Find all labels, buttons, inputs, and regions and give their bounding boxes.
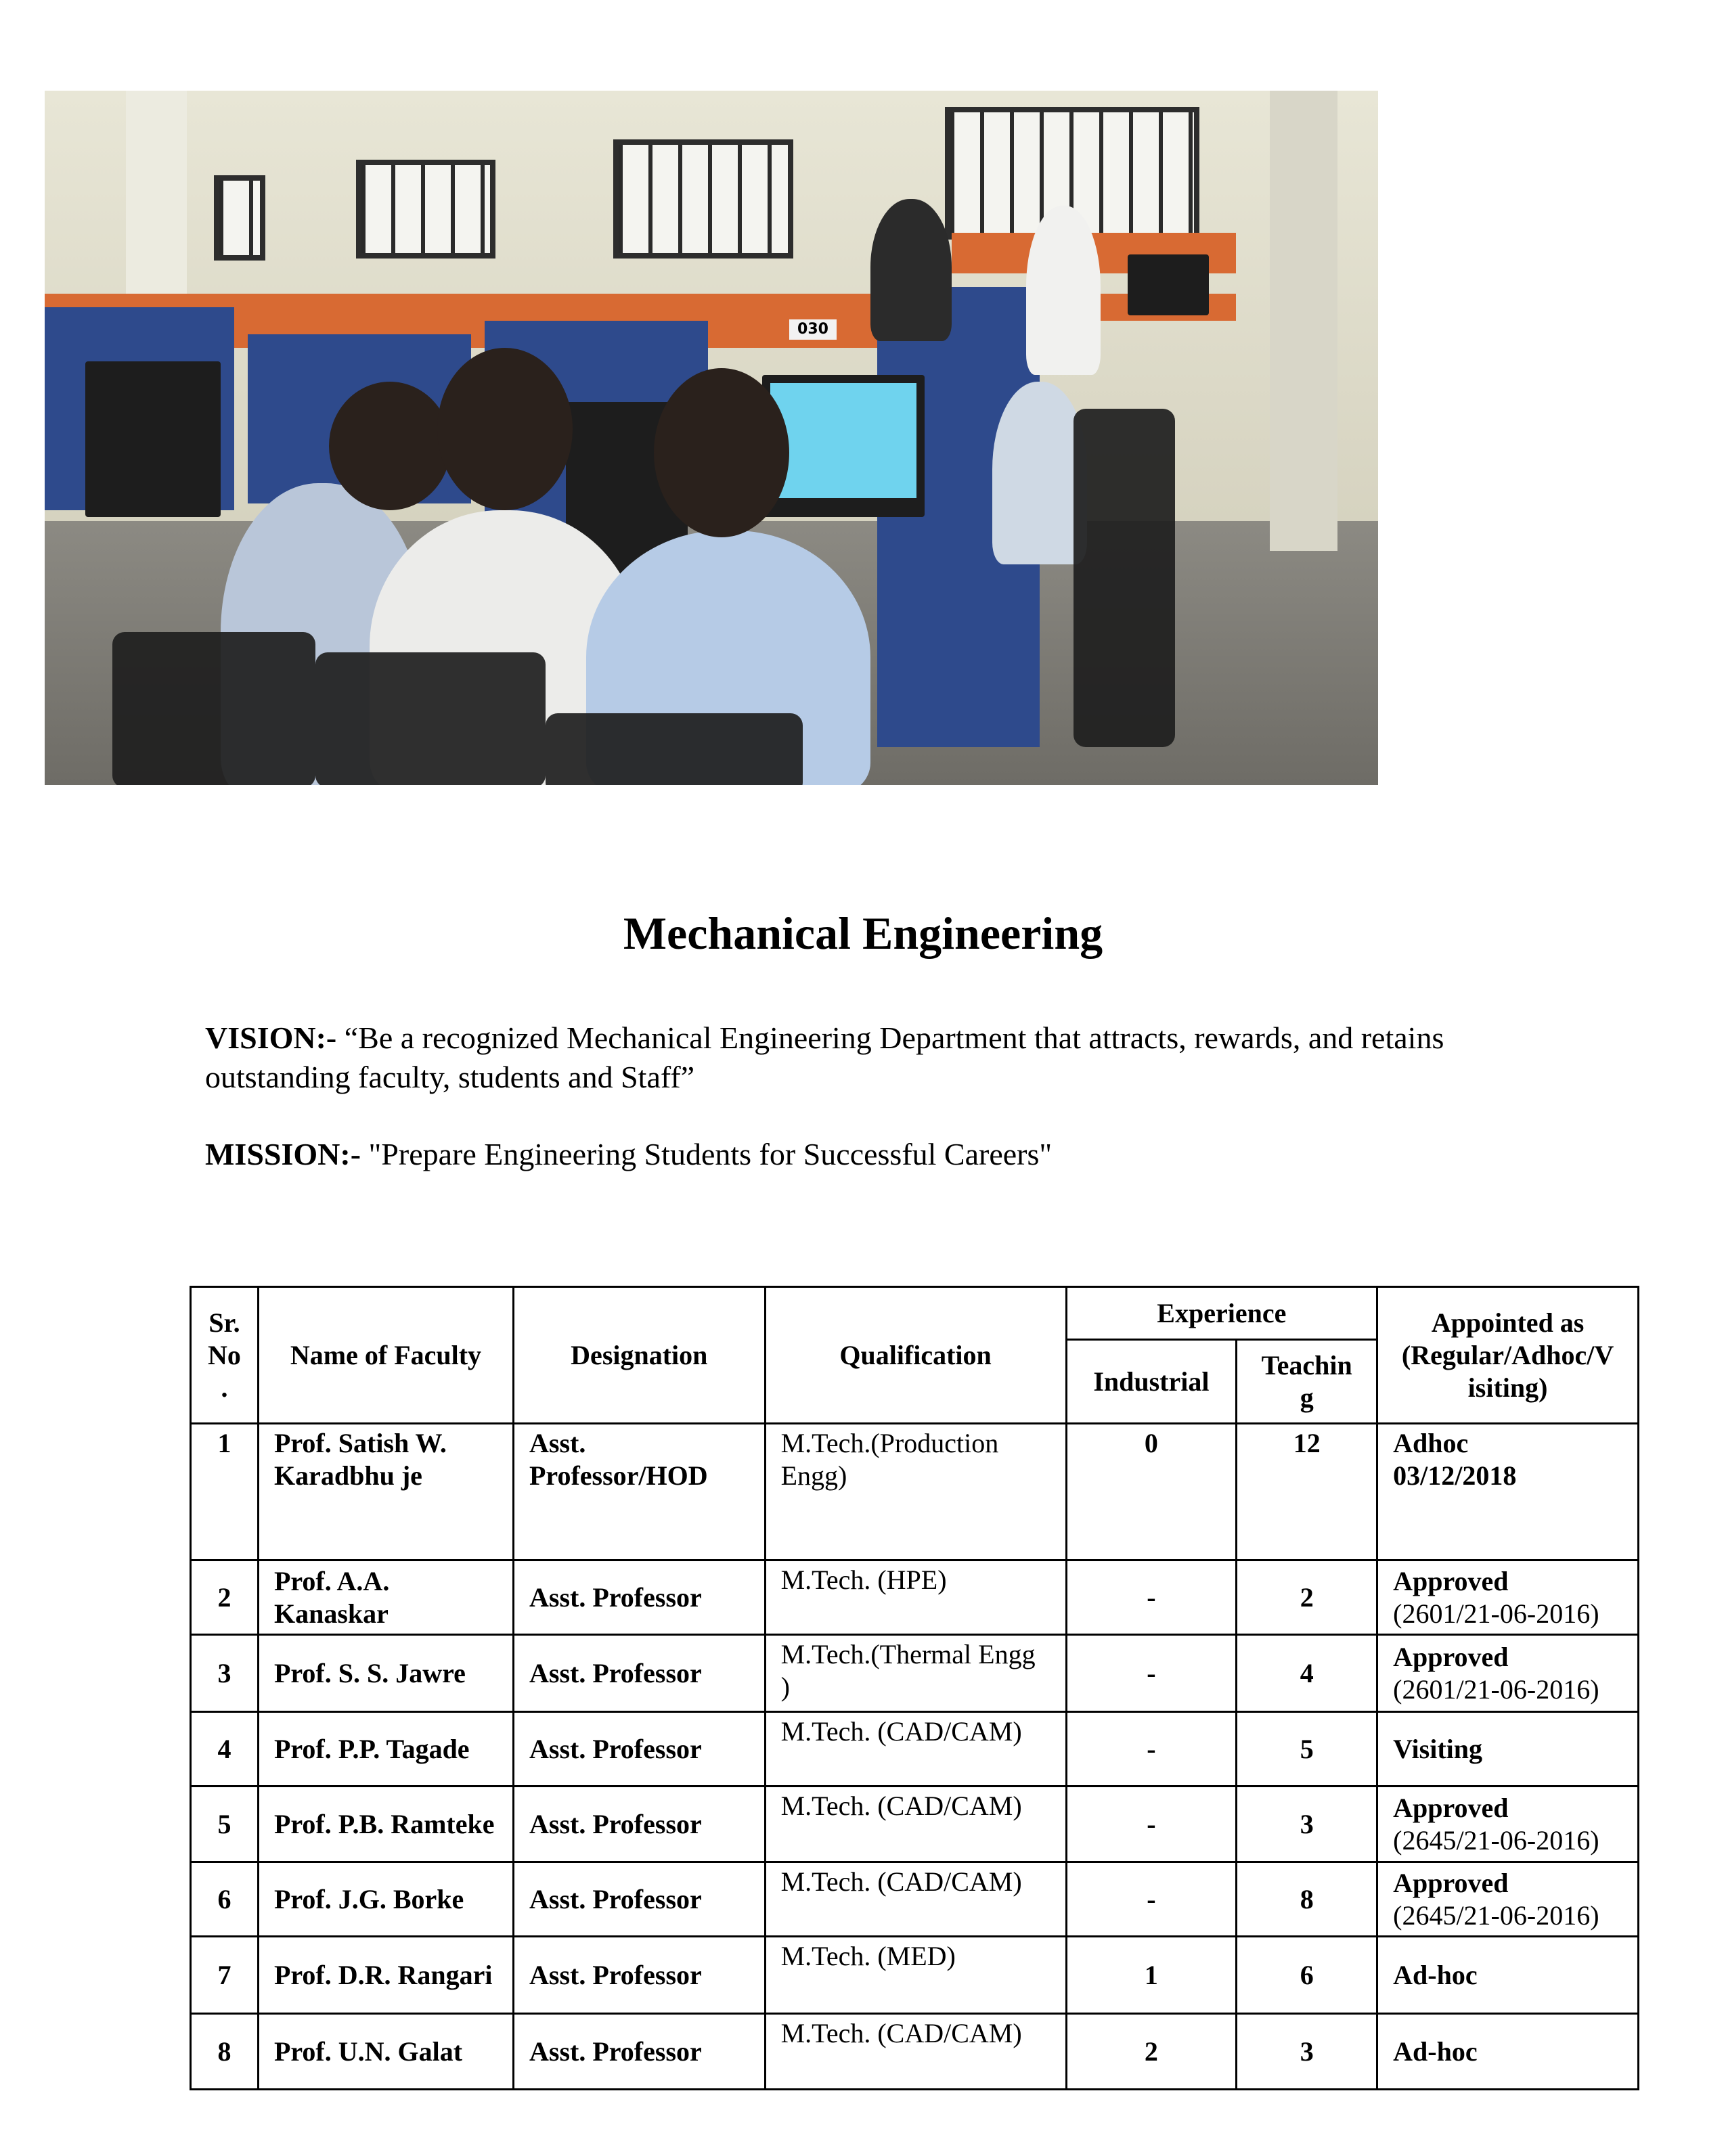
student-head: [437, 348, 573, 510]
cell-teaching: 3: [1237, 1787, 1377, 1862]
lab-pillar: [1270, 91, 1337, 551]
cell-sr-no: 2: [191, 1560, 259, 1635]
cell-qualification: M.Tech. (CAD/CAM): [765, 1787, 1066, 1862]
cell-sr-no: 3: [191, 1635, 259, 1712]
appointed-detail: (2645/21-06-2016): [1393, 1900, 1599, 1931]
header-designation: Designation: [514, 1287, 766, 1424]
appointed-detail: (2601/21-06-2016): [1393, 1598, 1599, 1629]
cell-qualification: M.Tech. (CAD/CAM): [765, 2014, 1066, 2090]
cell-designation: Asst. Professor: [514, 1560, 766, 1635]
cell-sr-no: 6: [191, 1862, 259, 1937]
cell-qualification: M.Tech. (CAD/CAM): [765, 1712, 1066, 1787]
table-row: [191, 1560, 1639, 1635]
cell-faculty-name: Prof. S. S. Jawre: [258, 1635, 513, 1712]
table-row: [191, 1712, 1639, 1787]
cell-sr-no: 4: [191, 1712, 259, 1787]
header-experience: Experience: [1066, 1287, 1377, 1340]
cell-qualification: M.Tech. (HPE): [765, 1560, 1066, 1635]
cell-industrial: 1: [1066, 1937, 1237, 2014]
cell-industrial: 0: [1066, 1424, 1237, 1560]
cell-appointed: [1377, 1635, 1639, 1712]
cell-faculty-name: Prof. J.G. Borke: [258, 1862, 513, 1937]
faculty-table: [190, 1286, 1639, 2090]
cell-industrial: -: [1066, 1787, 1237, 1862]
table-row: [191, 1937, 1639, 2014]
appointed-status: Approved: [1393, 1792, 1509, 1823]
header-sr-no: Sr. No .: [191, 1287, 259, 1424]
student-head: [654, 368, 789, 537]
appointed-status: Visiting: [1393, 1733, 1482, 1764]
office-chair: [546, 713, 803, 785]
appointed-status: Approved: [1393, 1565, 1509, 1596]
appointed-detail: 03/12/2018: [1393, 1460, 1517, 1491]
cell-faculty-name: Prof. A.A. Kanaskar: [258, 1560, 513, 1635]
cell-industrial: -: [1066, 1560, 1237, 1635]
lab-pillar: [126, 91, 187, 294]
cell-designation: Asst. Professor: [514, 1787, 766, 1862]
appointed-status: Approved: [1393, 1641, 1509, 1672]
cell-teaching: 6: [1237, 1937, 1377, 2014]
faculty-table-body: [191, 1424, 1639, 2090]
office-chair: [315, 652, 546, 785]
appointed-detail: (2601/21-06-2016): [1393, 1674, 1599, 1705]
appointed-status: Ad-hoc: [1393, 2036, 1478, 2067]
appointed-status: Adhoc: [1393, 1428, 1469, 1458]
appointed-status: Ad-hoc: [1393, 1959, 1478, 1990]
cell-sr-no: 1: [191, 1424, 259, 1560]
header-teaching: Teachin g: [1237, 1340, 1377, 1424]
cell-faculty-name: Prof. Satish W. Karadbhu je: [258, 1424, 513, 1560]
computer-lab-photo: [45, 91, 1378, 785]
table-row: [191, 1635, 1639, 1712]
mission-statement: [205, 1135, 1532, 1174]
cell-teaching: 2: [1237, 1560, 1377, 1635]
cell-industrial: -: [1066, 1635, 1237, 1712]
header-qualification: Qualification: [765, 1287, 1066, 1424]
cell-teaching: 12: [1237, 1424, 1377, 1560]
cell-appointed: [1377, 1560, 1639, 1635]
table-row: [191, 1787, 1639, 1862]
cell-appointed: [1377, 1424, 1639, 1560]
cell-industrial: 2: [1066, 2014, 1237, 2090]
mission-text: "Prepare Engineering Students for Successful Careers": [368, 1137, 1053, 1171]
header-appointed: Appointed as (Regular/Adhoc/V isiting): [1377, 1287, 1639, 1424]
cell-industrial: -: [1066, 1712, 1237, 1787]
cell-sr-no: 8: [191, 2014, 259, 2090]
cell-teaching: 8: [1237, 1862, 1377, 1937]
cell-teaching: 3: [1237, 2014, 1377, 2090]
cell-sr-no: 5: [191, 1787, 259, 1862]
cell-sr-no: 7: [191, 1937, 259, 2014]
staff-figure: [1026, 206, 1101, 375]
mission-label: MISSION:-: [205, 1137, 361, 1171]
page-title: Mechanical Engineering: [623, 907, 1103, 959]
table-header-row: [191, 1287, 1639, 1340]
cell-qualification: M.Tech.(Thermal Engg ): [765, 1635, 1066, 1712]
student-figure: [992, 382, 1087, 564]
header-name: Name of Faculty: [258, 1287, 513, 1424]
header-industrial: Industrial: [1066, 1340, 1237, 1424]
cell-industrial: -: [1066, 1862, 1237, 1937]
cell-designation: Asst. Professor: [514, 1937, 766, 2014]
cell-qualification: M.Tech. (CAD/CAM): [765, 1862, 1066, 1937]
cell-qualification: M.Tech.(Production Engg): [765, 1424, 1066, 1560]
cell-faculty-name: Prof. U.N. Galat: [258, 2014, 513, 2090]
vision-statement: [205, 1018, 1532, 1097]
cell-faculty-name: Prof. P.P. Tagade: [258, 1712, 513, 1787]
cell-teaching: 5: [1237, 1712, 1377, 1787]
appointed-status: Approved: [1393, 1867, 1509, 1898]
cell-teaching: 4: [1237, 1635, 1377, 1712]
office-chair: [112, 632, 315, 785]
computer-monitor: [1128, 254, 1209, 315]
staff-figure: [870, 199, 952, 341]
cubicle-number-label: 030: [789, 319, 837, 340]
cell-designation: Asst. Professor: [514, 2014, 766, 2090]
cell-appointed: [1377, 1787, 1639, 1862]
lab-window: [613, 139, 793, 259]
lab-window: [214, 175, 265, 261]
office-chair: [1074, 409, 1175, 747]
vision-label: VISION:-: [205, 1020, 337, 1055]
table-row: [191, 1862, 1639, 1937]
cell-appointed: [1377, 1712, 1639, 1787]
cell-designation: Asst. Professor: [514, 1862, 766, 1937]
cell-designation: Asst. Professor/HOD: [514, 1424, 766, 1560]
cell-qualification: M.Tech. (MED): [765, 1937, 1066, 2014]
cell-designation: Asst. Professor: [514, 1712, 766, 1787]
lab-window: [356, 160, 495, 259]
vision-text: “Be a recognized Mechanical Engineering Department that attracts, rewards, and retains outstanding faculty, students and Staff”: [205, 1020, 1444, 1094]
computer-tower: [85, 361, 221, 517]
student-head: [329, 382, 451, 510]
cell-faculty-name: Prof. P.B. Ramteke: [258, 1787, 513, 1862]
cell-faculty-name: Prof. D.R. Rangari: [258, 1937, 513, 2014]
cell-designation: Asst. Professor: [514, 1635, 766, 1712]
cell-appointed: [1377, 1937, 1639, 2014]
cell-appointed: [1377, 1862, 1639, 1937]
table-row: [191, 2014, 1639, 2090]
monitor-screen: [770, 383, 916, 498]
cell-appointed: [1377, 2014, 1639, 2090]
appointed-detail: (2645/21-06-2016): [1393, 1824, 1599, 1856]
table-row: [191, 1424, 1639, 1560]
